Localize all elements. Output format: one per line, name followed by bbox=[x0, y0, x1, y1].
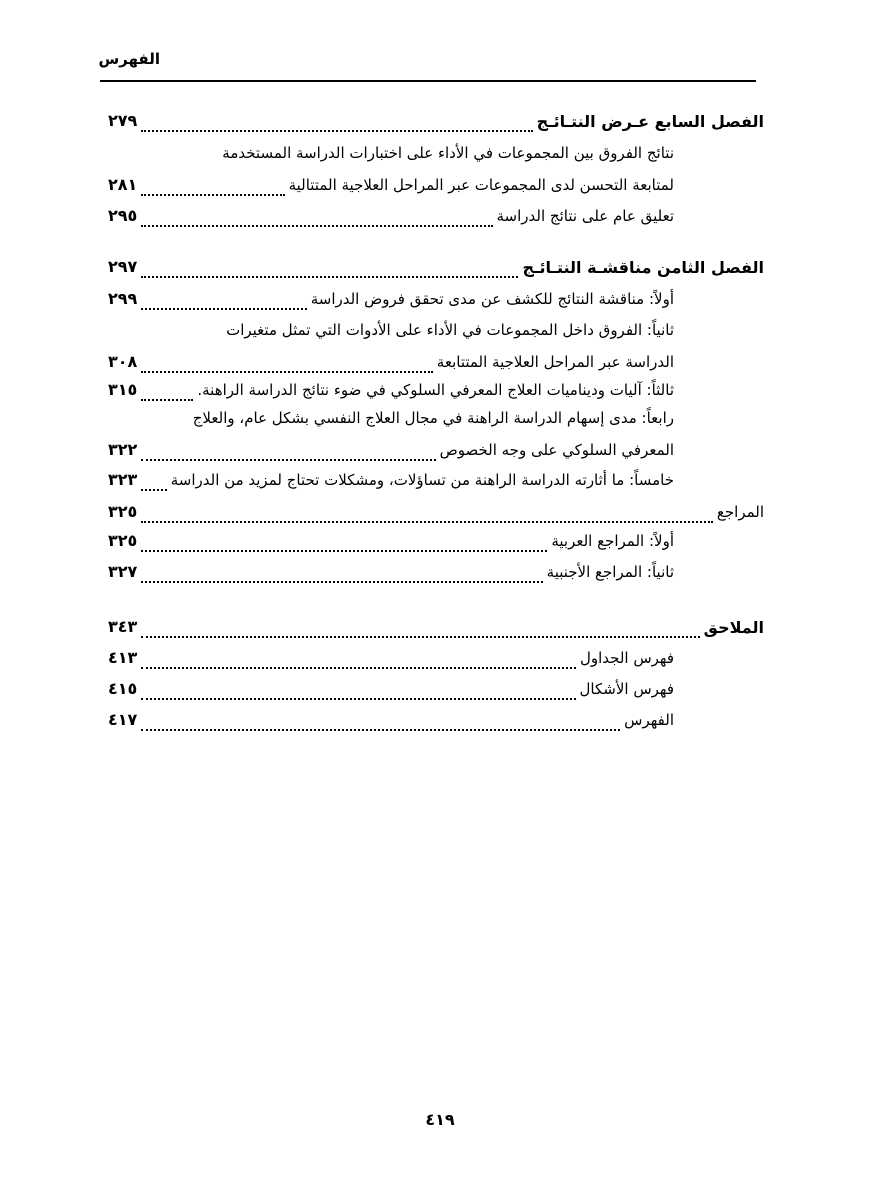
toc-entry-text: تعليق عام على نتائج الدراسة bbox=[496, 207, 674, 225]
toc-entry bbox=[100, 172, 764, 202]
toc-entry bbox=[100, 377, 764, 407]
toc-leader-dots bbox=[141, 618, 700, 638]
toc-leader-dots bbox=[141, 441, 436, 461]
toc-leader-dots bbox=[141, 471, 167, 491]
toc-leader-dots bbox=[141, 258, 518, 278]
toc-entry-page: ٢٧٩ bbox=[108, 111, 138, 130]
toc-entry-text: الملاحق bbox=[703, 618, 764, 637]
toc-leader-dots bbox=[141, 381, 193, 401]
toc-entry bbox=[100, 317, 764, 347]
toc-entry bbox=[100, 203, 764, 233]
toc-entry-text: ثانياً: الفروق داخل المجموعات في الأداء على الأدوات التي تمثل متغيرات bbox=[226, 321, 674, 339]
toc-leader-dots bbox=[141, 563, 543, 583]
toc-entry-page: ٣٢٥ bbox=[108, 502, 138, 521]
toc-leader-dots bbox=[141, 680, 576, 700]
toc-entry-text: لمتابعة التحسن لدى المجموعات عبر المراحل العلاجية المتتالية bbox=[288, 176, 674, 194]
toc-entry-page: ٤١٥ bbox=[108, 679, 138, 698]
page-header-title: الفهرس bbox=[98, 50, 160, 68]
toc-entry-text: ثانياً: المراجع الأجنبية bbox=[546, 563, 674, 581]
toc-entry bbox=[100, 559, 764, 589]
toc-entry-page: ٢٩٧ bbox=[108, 257, 138, 276]
page-number: ٤١٩ bbox=[425, 1110, 455, 1129]
toc-entry bbox=[100, 645, 764, 675]
toc-entry-text: أولاً: مناقشة النتائج للكشف عن مدى تحقق فروض الدراسة bbox=[310, 290, 674, 308]
toc-entry-text: الفصل الثامن مناقشـة النتـائـج bbox=[522, 258, 764, 277]
toc-leader-dots bbox=[141, 290, 307, 310]
toc-entry bbox=[100, 467, 764, 497]
toc-leader-dots bbox=[141, 353, 433, 373]
toc-entry-page: ٢٩٩ bbox=[108, 289, 138, 308]
toc-leader-dots bbox=[141, 112, 533, 132]
toc-entry bbox=[100, 405, 764, 435]
toc-entry bbox=[100, 349, 764, 379]
toc-entry-text: المراجع bbox=[716, 503, 764, 521]
toc-entry-text: رابعاً: مدى إسهام الدراسة الراهنة في مجال العلاج النفسي بشكل عام، والعلاج bbox=[192, 409, 674, 427]
toc-entry bbox=[100, 614, 764, 644]
toc-entry-page: ٣٠٨ bbox=[108, 352, 138, 371]
toc-entry-text: ثالثاً: آليات وديناميات العلاج المعرفي السلوكي في ضوء نتائج الدراسة الراهنة. bbox=[197, 381, 674, 399]
toc-leader-dots bbox=[141, 176, 285, 196]
toc-entry-page: ٤١٧ bbox=[108, 710, 138, 729]
toc-entry-text: نتائج الفروق بين المجموعات في الأداء على اختبارات الدراسة المستخدمة bbox=[222, 144, 674, 162]
toc-entry-text: أولاً: المراجع العربية bbox=[551, 532, 674, 550]
toc-entry-page: ٢٨١ bbox=[108, 175, 138, 194]
toc-entry bbox=[100, 140, 764, 170]
toc-entry-text: الدراسة عبر المراحل العلاجية المتتابعة bbox=[436, 353, 674, 371]
toc-leader-dots bbox=[141, 711, 620, 731]
toc-entry bbox=[100, 108, 764, 138]
toc-leader-dots bbox=[141, 503, 713, 523]
toc-entry bbox=[100, 528, 764, 558]
toc-entry-text: الفصل السابع عـرض النتـائـج bbox=[536, 112, 764, 131]
toc-entry-page: ٣٤٣ bbox=[108, 617, 138, 636]
toc-entry-page: ٣٢٥ bbox=[108, 531, 138, 550]
toc-entry-page: ٣٢٢ bbox=[108, 440, 138, 459]
toc-entry-text: الفهرس bbox=[624, 711, 674, 729]
toc-leader-dots bbox=[141, 532, 547, 552]
toc-entry-page: ٣٢٧ bbox=[108, 562, 138, 581]
toc-entry-text: المعرفي السلوكي على وجه الخصوص bbox=[439, 441, 674, 459]
toc-leader-dots bbox=[141, 649, 576, 669]
toc-entry bbox=[100, 286, 764, 316]
toc-entry-page: ٢٩٥ bbox=[108, 206, 138, 225]
toc-entry-text: فهرس الجداول bbox=[579, 649, 674, 667]
toc-entry bbox=[100, 437, 764, 467]
toc-entry-text: فهرس الأشكال bbox=[579, 680, 674, 698]
header-rule bbox=[100, 80, 756, 82]
toc-leader-dots bbox=[141, 207, 493, 227]
toc-entry bbox=[100, 499, 764, 529]
toc-entry-page: ٣١٥ bbox=[108, 380, 138, 399]
toc-entry-text: خامساً: ما أثارته الدراسة الراهنة من تساؤلات، ومشكلات تحتاج لمزيد من الدراسة bbox=[170, 471, 674, 489]
toc-entry bbox=[100, 707, 764, 737]
toc-entry bbox=[100, 254, 764, 284]
toc-entry bbox=[100, 676, 764, 706]
toc-entry-page: ٤١٣ bbox=[108, 648, 138, 667]
toc-entry-page: ٣٢٣ bbox=[108, 470, 138, 489]
